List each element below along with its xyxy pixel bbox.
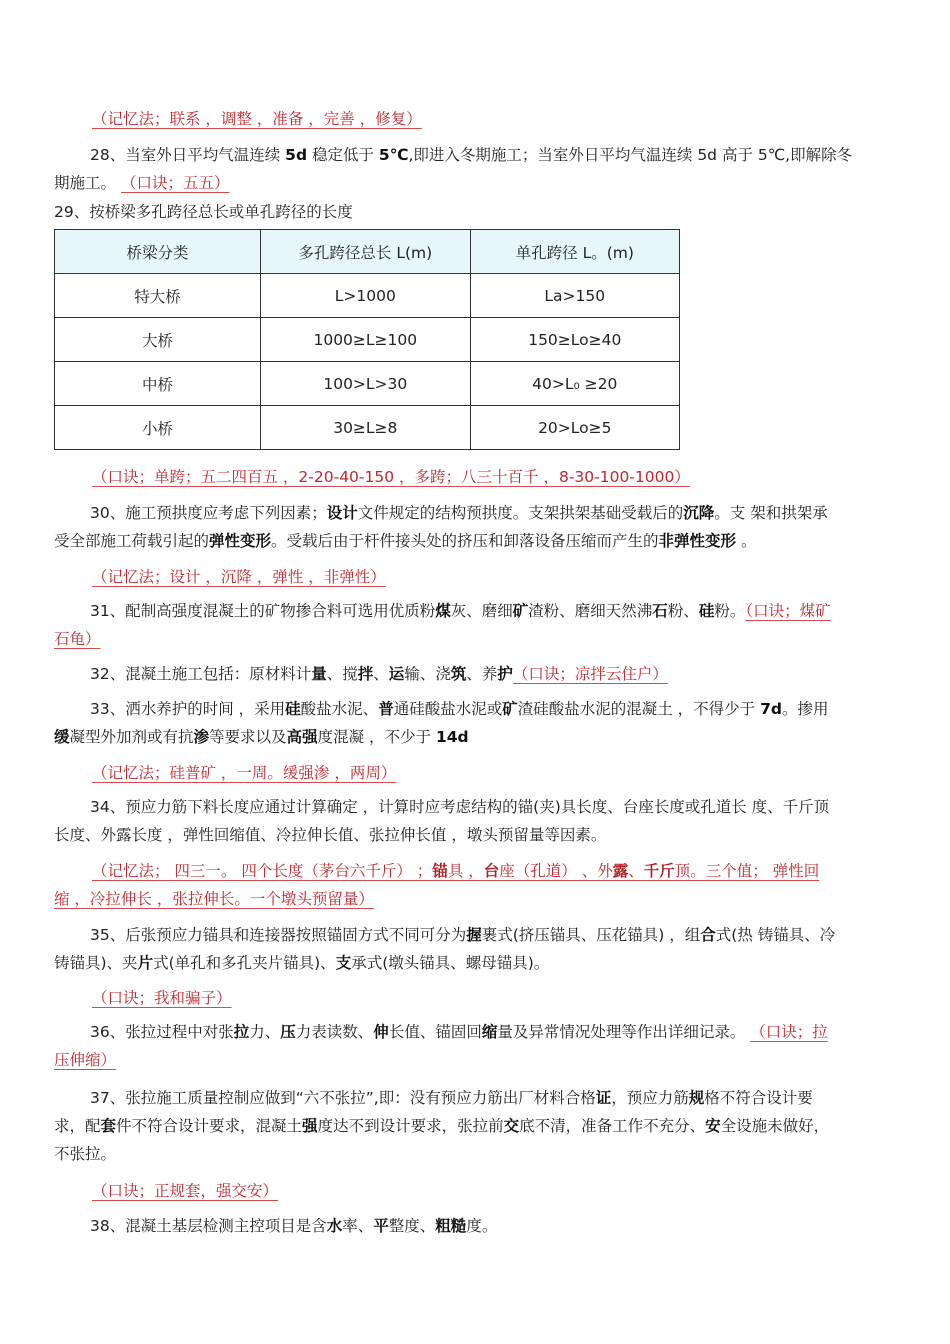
text-span: 28、当室外日平均气温连续	[90, 146, 286, 164]
memo-34-line-1	[54, 860, 819, 882]
text-span: 承式(墩头锚具、螺母锚具)。	[351, 954, 550, 972]
table-cell: 1000≥L≥100	[261, 318, 470, 362]
text-span: 渣粉、磨细天然沸	[528, 602, 653, 620]
memo-29: （口诀；单跨；五二四百五 ，2-20-40-150 ，多跨；八三十百千 ，8-30-100-1000）	[92, 468, 690, 486]
item-37-line-3: 不张拉。	[54, 1145, 117, 1163]
table-row	[55, 406, 680, 450]
bold-text: 证	[595, 1089, 612, 1107]
text-span: 31、配制高强度混凝土的矿物掺合料可选用优质粉	[90, 602, 436, 620]
bold-text: 片	[137, 954, 154, 972]
memo-37: （口诀；正规套，强交安）	[92, 1182, 279, 1200]
bold-text: 弹性变形	[209, 532, 272, 550]
text-span: 38、混凝土基层检测主控项目是含	[90, 1217, 327, 1235]
table-row	[55, 362, 680, 406]
text-span: 、养	[466, 665, 498, 683]
memo-31-part-2: 石龟）	[54, 630, 101, 648]
bold-text: 拌	[357, 665, 374, 683]
bold-text: 缓	[54, 728, 70, 746]
text-span: 。支 架和拱架承	[714, 504, 828, 522]
bold-text: 握	[466, 926, 482, 944]
memo-28: （口诀；五五）	[120, 174, 230, 192]
item-36-line-1	[54, 1021, 828, 1043]
item-32	[54, 663, 668, 685]
text-span: ，预应力筋	[611, 1089, 689, 1107]
bold-text: 7d	[760, 700, 782, 718]
text-span: 32、混凝土施工包括：原材料计	[90, 665, 312, 683]
bold-text: 台	[483, 862, 500, 880]
text-span: 、	[628, 862, 644, 880]
table-cell: 100>L>30	[261, 362, 470, 406]
text-span: 37、张拉施工质量控制应做到“六不张拉”,即：没有预应力筋出厂材料合格	[90, 1089, 596, 1107]
bold-text: 支	[335, 954, 352, 972]
memo-31-part-1: （口诀；煤矿	[745, 602, 831, 620]
text-span: 量及异常情况处理等作出详细记录。	[497, 1023, 746, 1041]
table-header: 桥梁分类	[55, 230, 261, 274]
table-header-row	[55, 230, 680, 274]
bold-text: 拉	[233, 1023, 250, 1041]
text-span: 顶。三个值；	[674, 862, 768, 880]
item-29-title: 29、按桥梁多孔跨径总长或单孔跨径的长度	[54, 203, 353, 221]
item-35-line-2	[54, 952, 549, 974]
bold-text: 硅	[698, 602, 715, 620]
text-span: 件不符合设计要求，混凝土	[116, 1117, 303, 1135]
item-31-line-1	[54, 600, 831, 622]
bold-text: 煤	[435, 602, 451, 620]
item-37-line-2	[54, 1115, 829, 1137]
text-span: 全设施未做好，	[720, 1117, 830, 1135]
table-cell: 40>L₀ ≥20	[470, 362, 679, 406]
text-span: 33、洒水养护的时间 ，采用	[90, 700, 286, 718]
bold-text: 合	[700, 926, 716, 944]
text-span: 期施工。	[54, 174, 117, 192]
text-span: 粉、	[667, 602, 699, 620]
bold-text: 矿	[502, 700, 518, 718]
bold-text: 水	[326, 1217, 343, 1235]
text-span: 度。	[466, 1217, 498, 1235]
bold-text: 运	[388, 665, 405, 683]
table-header: 多孔跨径总长 L(m)	[261, 230, 470, 274]
item-30-line-2	[54, 530, 757, 552]
bold-text: 千斤	[643, 862, 675, 880]
item-33-line-2	[54, 726, 469, 748]
text-span: 弹性回	[772, 862, 820, 880]
text-span: 度达不到设计要求，张拉前	[317, 1117, 504, 1135]
item-28-line-2	[54, 172, 229, 194]
bold-text: 非弹性变形	[658, 532, 737, 550]
bold-text: 压	[280, 1023, 296, 1041]
item-37-line-1	[54, 1087, 813, 1109]
item-34-line-2: 长度、外露长度 ，弹性回缩值、冷拉伸长值、张拉伸长值 ，墩头预留量等因素。	[54, 826, 607, 844]
text-span: 座（孔道） 、外	[499, 862, 613, 880]
table-cell: 150≥Lo≥40	[470, 318, 679, 362]
text-span: 裹式(挤压锚具、压花锚具) ，组	[481, 926, 701, 944]
bold-text: 普	[378, 700, 394, 718]
bold-text: 筑	[450, 665, 467, 683]
table-cell: La>150	[470, 274, 679, 318]
bold-text: 护	[497, 665, 513, 683]
text-span: 受全部施工荷载引起的	[54, 532, 210, 550]
text-span: 度混凝 ，不少于	[317, 728, 436, 746]
table-cell: 中桥	[55, 362, 261, 406]
bold-text: 石	[652, 602, 668, 620]
bold-text: 5℃	[378, 146, 409, 164]
text-span: 30、施工预拱度应考虑下列因素；	[90, 504, 327, 522]
text-span: 格不符合设计要	[704, 1089, 813, 1107]
text-span: 、搅	[326, 665, 358, 683]
bold-text: 露	[612, 862, 629, 880]
memo-36-part-1: （口诀；拉	[750, 1023, 828, 1041]
memo-34-line-2: 缩 ，冷拉伸长 ，张拉伸长。一个墩头预留量）	[54, 890, 374, 908]
text-span: 凝型外加剂或有抗	[69, 728, 194, 746]
table-cell: 特大桥	[55, 274, 261, 318]
memo-32: （口诀；凉拌云住户）	[512, 665, 668, 683]
text-span: 长值、锚固回	[388, 1023, 482, 1041]
text-span: 通硅酸盐水泥或	[393, 700, 503, 718]
text-span: 文件规定的结构预拱度。支架拱架基础受载后的	[357, 504, 684, 522]
table-cell: 小桥	[55, 406, 261, 450]
text-span: 式(单孔和多孔夹片锚具)、	[153, 954, 336, 972]
text-span: （记忆法； 四三一。 四个长度（茅台六千斤） ；	[92, 862, 433, 880]
text-span: 酸盐水泥、	[300, 700, 379, 718]
text-span: 力表读数、	[295, 1023, 374, 1041]
text-span: ,即进入冬期施工；当室外日平均气温连续 5d 高于 5℃,即解除冬	[408, 146, 853, 164]
text-span: 式(热 铸锚具、冷	[715, 926, 836, 944]
text-span: 粉。	[714, 602, 746, 620]
table-cell: 20>Lo≥5	[470, 406, 679, 450]
text-span: 36、张拉过程中对张	[90, 1023, 234, 1041]
text-span: 渣硅酸盐水泥的混凝土 ，不得少于	[517, 700, 761, 718]
table-cell: 30≥L≥8	[261, 406, 470, 450]
bold-text: 14d	[435, 728, 469, 746]
bold-text: 沉降	[683, 504, 715, 522]
item-33-line-1	[54, 698, 829, 720]
text-span: 、	[373, 665, 389, 683]
text-span: 等要求以及	[209, 728, 287, 746]
bold-text: 设计	[326, 504, 358, 522]
bold-text: 套	[100, 1117, 117, 1135]
memo-36-part-2: 压伸缩）	[54, 1051, 117, 1069]
text-span: 整度、	[388, 1217, 436, 1235]
memo-27: （记忆法；联系 ，调整 ，准备 ，完善 ，修复）	[92, 110, 422, 128]
item-28-line-1	[54, 144, 852, 166]
text-span: 35、后张预应力锚具和连接器按照锚固方式不同可分为	[90, 926, 467, 944]
text-span: 力、	[249, 1023, 281, 1041]
table-header: 单孔跨径 L。(m)	[470, 230, 679, 274]
bold-text: 硅	[285, 700, 301, 718]
bold-text: 平	[373, 1217, 389, 1235]
bold-text: 伸	[373, 1023, 389, 1041]
text-span: 铸锚具)、夹	[54, 954, 138, 972]
bold-text: 交	[503, 1117, 520, 1135]
bold-text: 强	[302, 1117, 318, 1135]
bold-text: 矿	[512, 602, 529, 620]
text-span: 灰、磨细	[450, 602, 513, 620]
memo-30: （记忆法；设计 ，沉降 ，弹性 ，非弹性）	[92, 568, 386, 586]
text-span: 稳定低于	[307, 146, 379, 164]
text-span: 输、浇	[404, 665, 451, 683]
table-cell: 大桥	[55, 318, 261, 362]
bold-text: 5d	[285, 146, 308, 164]
bridge-classification-table	[54, 229, 680, 450]
bold-text: 锚	[432, 862, 448, 880]
memo-35: （口诀；我和骗子）	[92, 989, 232, 1007]
text-span: 率、	[342, 1217, 374, 1235]
table-row	[55, 274, 680, 318]
text-span: 。掺用	[781, 700, 829, 718]
item-38	[54, 1215, 497, 1237]
bold-text: 安	[705, 1117, 721, 1135]
bold-text: 渗	[193, 728, 210, 746]
item-35-line-1	[54, 924, 835, 946]
memo-33: （记忆法；硅普矿 ，一周。缓强渗 ，两周）	[92, 764, 397, 782]
bold-text: 规	[688, 1089, 705, 1107]
text-span: 底不清，准备工作不充分、	[519, 1117, 706, 1135]
text-span: 具 ，	[447, 862, 484, 880]
text-span: 求，配	[54, 1117, 101, 1135]
item-30-line-1	[54, 502, 828, 524]
table-cell: L>1000	[261, 274, 470, 318]
bold-text: 缩	[481, 1023, 498, 1041]
item-34-line-1: 34、预应力筋下料长度应通过计算确定 ，计算时应考虑结构的锚(夹)具长度、台座长度或孔道长 度、千斤顶	[90, 798, 830, 816]
bold-text: 粗糙	[435, 1217, 467, 1235]
bold-text: 高强	[286, 728, 318, 746]
table-row	[55, 318, 680, 362]
text-span: 。受载后由于杆件接头处的挤压和卸落设备压缩而产生的	[271, 532, 659, 550]
text-span: 。	[736, 532, 757, 550]
bold-text: 量	[311, 665, 327, 683]
